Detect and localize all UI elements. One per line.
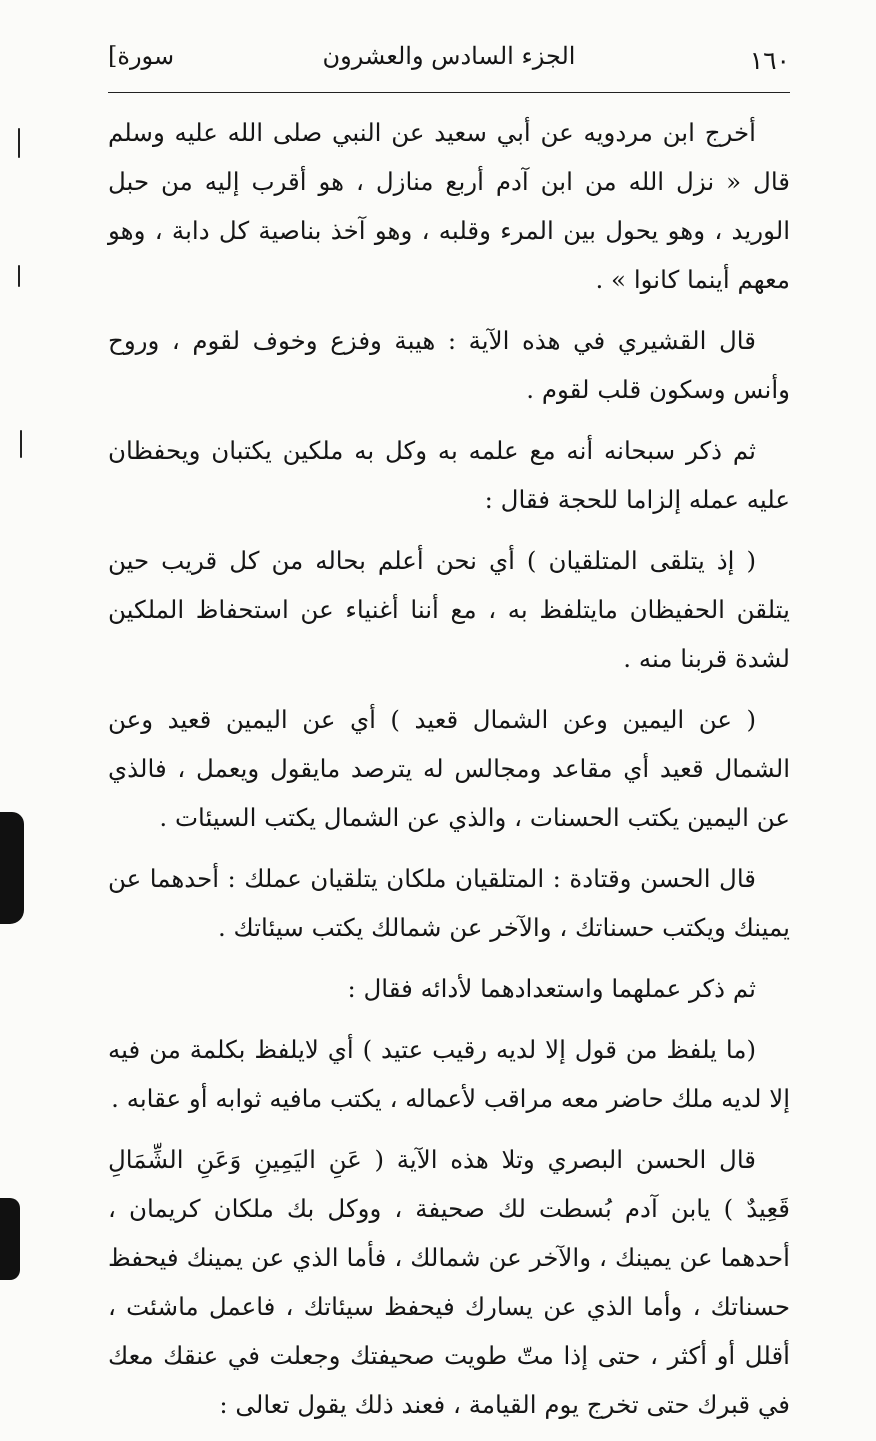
margin-mark bbox=[20, 430, 22, 458]
paragraph-8: (ما يلفظ من قول إلا لديه رقيب عتيد ) أي لايلفظ بكلمة من فيه إلا لديه ملك حاضر معه مراقب لأعماله ، يكتب مافيه ثوابه أو عقابه . bbox=[108, 1035, 790, 1113]
paragraph-4: ( إذ يتلقى المتلقيان ) أي نحن أعلم بحاله من كل قريب حين يتلقن الحفيظان مايتلفظ به ، مع أننا أغنياء عن استحفاظ الملكين لشدة قربنا منه . bbox=[108, 546, 790, 673]
paragraph-1: أخرج ابن مردويه عن أبي سعيد عن النبي صلى الله عليه وسلم قال « نزل الله من ابن آدم أربع منازل ، هو أقرب إليه من حبل الوريد ، وهو يحول بين المرء وقلبه ، وهو آخذ بناصية كل دابة ، وهو معهم أينما كانوا » . bbox=[108, 118, 791, 294]
margin-blot bbox=[0, 1198, 20, 1280]
page-body bbox=[108, 108, 790, 1441]
running-title: الجزء السادس والعشرون bbox=[322, 42, 576, 70]
page-number: ١٦٠ bbox=[749, 46, 790, 75]
page-header bbox=[108, 36, 790, 93]
paragraph-5: ( عن اليمين وعن الشمال قعيد ) أي عن اليمين قعيد وعن الشمال قعيد أي مقاعد ومجالس له يترصد مايقول ويعمل ، فالذي عن اليمين يكتب الحسنات ، والذي عن الشمال يكتب السيئات . bbox=[108, 705, 790, 832]
paragraph-9: قال الحسن البصري وتلا هذه الآية ( عَنِ اليَمِينِ وَعَنِ الشِّمَالِ قَعِيدٌ ) يابن آدم بُسطت لك صحيفة ، ووكل بك ملكان كريمان ، أحدهما عن يمينك ، والآخر عن شمالك ، فأما الذي عن يمينك فيحفظ حسناتك ، وأما الذي عن يسارك فيحفظ سيئاتك ، فاعمل ماشئت ، أقلل أو أكثر ، حتى إذا متّ طويت صحيفتك وجعلت في عنقك معك في قبرك حتى تخرج يوم القيامة ، فعند ذلك يقول تعالى : bbox=[108, 1145, 790, 1419]
margin-blot bbox=[0, 812, 24, 924]
margin-mark bbox=[18, 265, 20, 287]
paragraph-3: ثم ذكر سبحانه أنه مع علمه به وكل به ملكين يكتبان ويحفظان عليه عمله إلزاما للحجة فقال : bbox=[108, 436, 790, 514]
surah-label: [سورة bbox=[108, 42, 175, 70]
paragraph-7: ثم ذكر عملهما واستعدادهما لأدائه فقال : bbox=[347, 974, 756, 1003]
paragraph-2: قال القشيري في هذه الآية : هيبة وفزع وخوف لقوم ، وروح وأنس وسكون قلب لقوم . bbox=[108, 326, 790, 404]
margin-mark bbox=[18, 128, 20, 158]
paragraph-6: قال الحسن وقتادة : المتلقيان ملكان يتلقيان عملك : أحدهما عن يمينك ويكتب حسناتك ، والآخر عن شمالك يكتب سيئاتك . bbox=[108, 864, 790, 942]
